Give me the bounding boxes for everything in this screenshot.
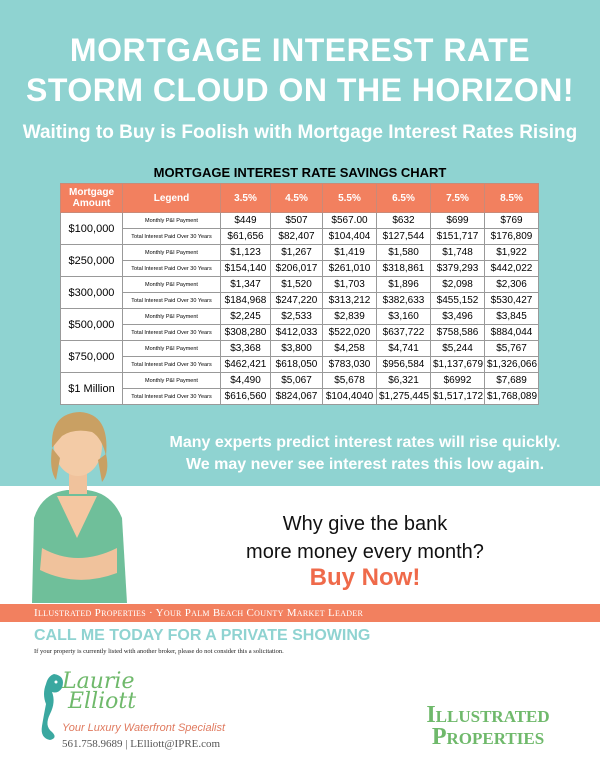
value-cell: $1,896 — [377, 277, 431, 293]
value-cell: $3,845 — [485, 309, 539, 325]
legend-cell: Monthly P&I Payment — [123, 309, 221, 325]
table-row — [61, 277, 539, 293]
value-cell: $4,258 — [323, 341, 377, 357]
value-cell: $104,4040 — [323, 389, 377, 405]
header-rate: 3.5% — [221, 184, 271, 213]
value-cell: $1,326,066 — [485, 357, 539, 373]
brand-banner — [0, 604, 600, 622]
disclaimer: If your property is currently listed with another broker, please do not consider this a solicitation. — [34, 648, 284, 655]
value-cell: $412,033 — [271, 325, 323, 341]
subtitle: Waiting to Buy is Foolish with Mortgage Interest Rates Rising — [22, 122, 578, 143]
value-cell: $5,244 — [431, 341, 485, 357]
value-cell: $104,404 — [323, 229, 377, 245]
header-rate: 4.5% — [271, 184, 323, 213]
savings-table — [60, 183, 539, 405]
mortgage-amount: $500,000 — [61, 309, 123, 341]
mortgage-amount: $1 Million — [61, 373, 123, 405]
table-row — [61, 389, 539, 405]
table-header-row — [61, 184, 539, 213]
legend-cell: Total Interest Paid Over 30 Years — [123, 293, 221, 309]
value-cell: $758,586 — [431, 325, 485, 341]
value-cell: $462,421 — [221, 357, 271, 373]
table-row — [61, 229, 539, 245]
value-cell: $3,496 — [431, 309, 485, 325]
value-cell: $618,050 — [271, 357, 323, 373]
value-cell: $530,427 — [485, 293, 539, 309]
value-cell: $2,245 — [221, 309, 271, 325]
value-cell: $824,067 — [271, 389, 323, 405]
value-cell: $206,017 — [271, 261, 323, 277]
value-cell: $632 — [377, 213, 431, 229]
header-rate: 7.5% — [431, 184, 485, 213]
value-cell: $956,584 — [377, 357, 431, 373]
value-cell: $1,123 — [221, 245, 271, 261]
value-cell: $313,212 — [323, 293, 377, 309]
legend-cell: Monthly P&I Payment — [123, 213, 221, 229]
table-row — [61, 373, 539, 389]
value-cell: $154,140 — [221, 261, 271, 277]
agent-photo — [22, 398, 132, 603]
value-cell: $308,280 — [221, 325, 271, 341]
table-row — [61, 325, 539, 341]
value-cell: $455,152 — [431, 293, 485, 309]
value-cell: $2,098 — [431, 277, 485, 293]
value-cell: $176,809 — [485, 229, 539, 245]
legend-cell: Monthly P&I Payment — [123, 277, 221, 293]
value-cell: $769 — [485, 213, 539, 229]
value-cell: $318,861 — [377, 261, 431, 277]
legend-cell: Total Interest Paid Over 30 Years — [123, 325, 221, 341]
value-cell: $1,748 — [431, 245, 485, 261]
header-rate: 8.5% — [485, 184, 539, 213]
value-cell: $1,703 — [323, 277, 377, 293]
value-cell: $637,722 — [377, 325, 431, 341]
value-cell: $61,656 — [221, 229, 271, 245]
value-cell: $1,768,089 — [485, 389, 539, 405]
value-cell: $4,490 — [221, 373, 271, 389]
value-cell: $1,922 — [485, 245, 539, 261]
table-row — [61, 213, 539, 229]
value-cell: $5,067 — [271, 373, 323, 389]
value-cell: $522,020 — [323, 325, 377, 341]
value-cell: $449 — [221, 213, 271, 229]
banner-text: Illustrated Properties · Your Palm Beach County Market Leader — [34, 607, 364, 619]
value-cell: $1,580 — [377, 245, 431, 261]
value-cell: $2,839 — [323, 309, 377, 325]
value-cell: $3,800 — [271, 341, 323, 357]
table-row — [61, 261, 539, 277]
value-cell: $2,533 — [271, 309, 323, 325]
value-cell: $884,044 — [485, 325, 539, 341]
chart-title: MORTGAGE INTEREST RATE SAVINGS CHART — [153, 165, 447, 180]
value-cell: $1,419 — [323, 245, 377, 261]
value-cell: $616,560 — [221, 389, 271, 405]
value-cell: $699 — [431, 213, 485, 229]
value-cell: $379,293 — [431, 261, 485, 277]
header-rate: 6.5% — [377, 184, 431, 213]
value-cell: $5,767 — [485, 341, 539, 357]
value-cell: $184,968 — [221, 293, 271, 309]
agent-logo-name: Laurie Elliott — [62, 669, 137, 714]
value-cell: $2,306 — [485, 277, 539, 293]
value-cell: $247,220 — [271, 293, 323, 309]
buy-now-text: Buy Now! — [309, 564, 421, 591]
table-row — [61, 245, 539, 261]
table-row — [61, 341, 539, 357]
value-cell: $1,267 — [271, 245, 323, 261]
value-cell: $6992 — [431, 373, 485, 389]
header-amount: Mortgage Amount — [61, 184, 123, 213]
legend-cell: Total Interest Paid Over 30 Years — [123, 229, 221, 245]
value-cell: $151,717 — [431, 229, 485, 245]
experts-message: Many experts predict interest rates will rise quickly. We may never see interest rates this low again. — [169, 434, 561, 473]
legend-cell: Total Interest Paid Over 30 Years — [123, 389, 221, 405]
value-cell: $3,160 — [377, 309, 431, 325]
value-cell: $261,010 — [323, 261, 377, 277]
legend-cell: Monthly P&I Payment — [123, 341, 221, 357]
contact-info[interactable]: 561.758.9689 | LElliott@IPRE.com — [62, 738, 221, 750]
value-cell: $1,520 — [271, 277, 323, 293]
header-rate: 5.5% — [323, 184, 377, 213]
value-cell: $783,030 — [323, 357, 377, 373]
value-cell: $442,022 — [485, 261, 539, 277]
table-row — [61, 293, 539, 309]
table-row — [61, 357, 539, 373]
value-cell: $4,741 — [377, 341, 431, 357]
value-cell: $127,544 — [377, 229, 431, 245]
mortgage-amount: $750,000 — [61, 341, 123, 373]
value-cell: $3,368 — [221, 341, 271, 357]
tagline: Your Luxury Waterfront Specialist — [62, 722, 226, 734]
legend-cell: Total Interest Paid Over 30 Years — [123, 357, 221, 373]
value-cell: $82,407 — [271, 229, 323, 245]
legend-cell: Monthly P&I Payment — [123, 373, 221, 389]
value-cell: $5,678 — [323, 373, 377, 389]
mortgage-amount: $250,000 — [61, 245, 123, 277]
header-legend: Legend — [123, 184, 221, 213]
brokerage-logo: Illustrated Properties — [426, 702, 550, 750]
table-row — [61, 309, 539, 325]
value-cell: $1,517,172 — [431, 389, 485, 405]
mortgage-amount: $100,000 — [61, 213, 123, 245]
value-cell: $567.00 — [323, 213, 377, 229]
value-cell: $1,137,679 — [431, 357, 485, 373]
value-cell: $382,633 — [377, 293, 431, 309]
legend-cell: Total Interest Paid Over 30 Years — [123, 261, 221, 277]
value-cell: $7,689 — [485, 373, 539, 389]
value-cell: $1,275,445 — [377, 389, 431, 405]
value-cell: $507 — [271, 213, 323, 229]
mortgage-amount: $300,000 — [61, 277, 123, 309]
why-message: Why give the bank more money every month? — [246, 513, 484, 563]
call-to-action: CALL ME TODAY FOR A PRIVATE SHOWING — [34, 627, 371, 644]
legend-cell: Monthly P&I Payment — [123, 245, 221, 261]
value-cell: $6,321 — [377, 373, 431, 389]
value-cell: $1,347 — [221, 277, 271, 293]
page-title: MORTGAGE INTEREST RATE STORM CLOUD ON THE HORIZON! — [26, 32, 574, 108]
